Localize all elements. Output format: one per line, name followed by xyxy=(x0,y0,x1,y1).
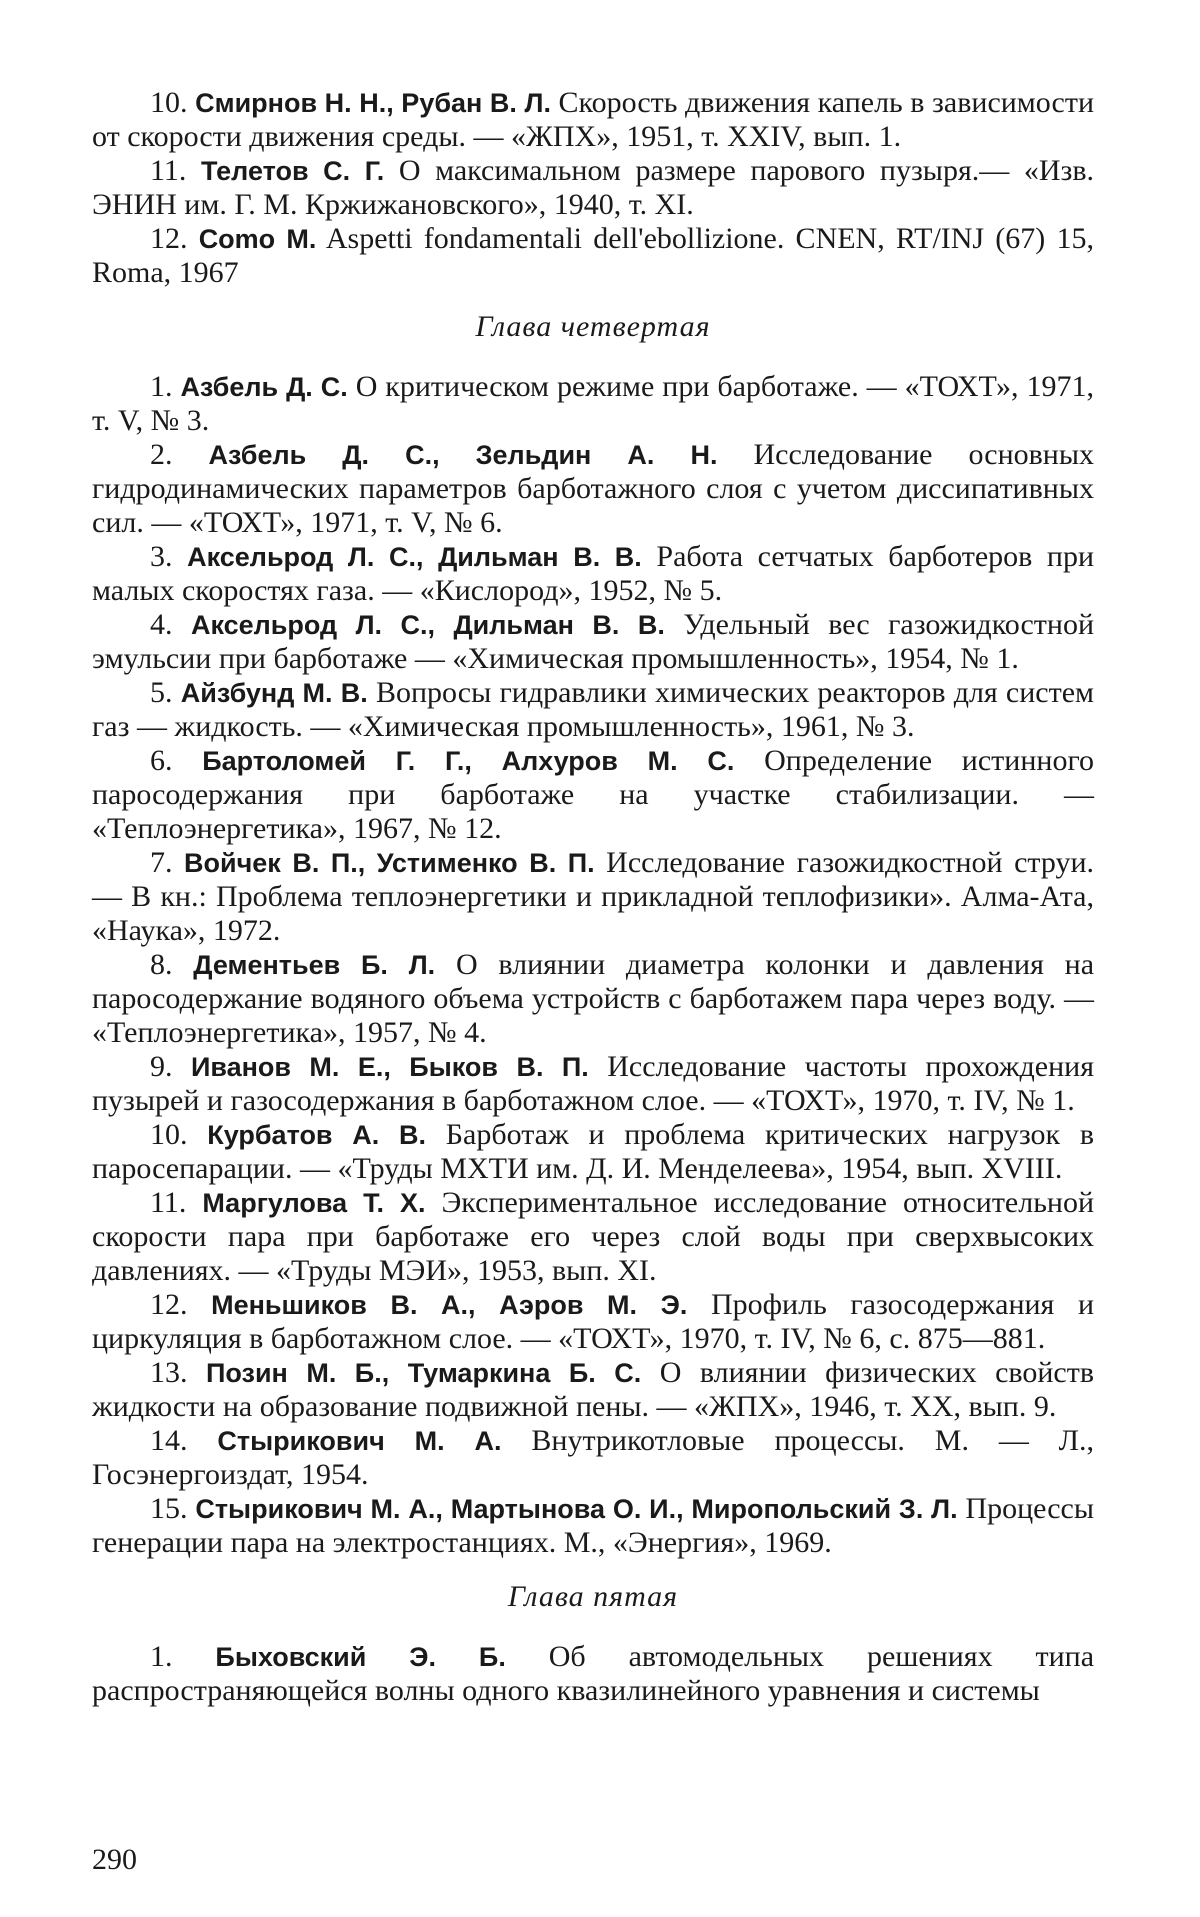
entry-author: Иванов М. Е., Быков В. П. xyxy=(190,1052,589,1082)
page-number: 290 xyxy=(92,1843,137,1876)
reference-entry xyxy=(92,222,1094,290)
entry-text: Вопросы гидравлики химических реакторов для систем газ — жидкость. — «Химическая промышленность», 1961, № 3. xyxy=(92,676,1095,743)
entry-text: Экспериментальное исследование относительной скорости пара при барботаже его через слой воды при сверхвысоких давлениях. — «Труды МЭИ», 1953, вып. XI. xyxy=(92,1186,1095,1287)
section-0 xyxy=(92,86,1094,290)
reference-entry xyxy=(92,948,1094,1050)
entry-number: 6. xyxy=(150,744,173,777)
reference-entry xyxy=(92,86,1094,154)
page-body xyxy=(92,86,1094,1708)
entry-author: Войчек В. П., Устименко В. П. xyxy=(184,848,595,878)
entry-author: Азбель Д. С. xyxy=(180,372,348,402)
reference-entry xyxy=(92,608,1094,676)
entry-text: О максимальном размере парового пузыря.— «Изв. ЭНИН им. Г. М. Кржижановского», 1940, т. XI. xyxy=(92,154,1095,221)
entry-number: 7. xyxy=(150,846,173,879)
entry-number: 12. xyxy=(150,1288,188,1321)
reference-entry xyxy=(92,540,1094,608)
entry-text: Исследование основных гидродинамических параметров барботажного слоя с учетом диссипативных сил. — «ТОХТ», 1971, т. V, № 6. xyxy=(92,438,1094,539)
entry-text: Скорость движения капель в зависимости от скорости движения среды. — «ЖПХ», 1951, т. XXIV, вып. 1. xyxy=(92,86,1095,153)
entry-author: Стырикович М. А., Мартынова О. И., Миропольский З. Л. xyxy=(195,1494,958,1524)
reference-entry xyxy=(92,1050,1094,1118)
entry-text: Aspetti fondamentali dell'ebollizione. CNEN, RT/INJ (67) 15, Roma, 1967 xyxy=(92,222,1094,289)
reference-entry xyxy=(92,1640,1094,1708)
entry-number: 1. xyxy=(150,1640,173,1673)
entry-number: 9. xyxy=(150,1050,173,1083)
entry-number: 5. xyxy=(150,676,173,709)
entry-number: 14. xyxy=(150,1424,188,1457)
entry-number: 2. xyxy=(150,438,173,471)
entry-text: Исследование газожидкостной струи. — В кн.: Проблема теплоэнергетики и прикладной теплофизики». Алма-Ата, «Наука», 1972. xyxy=(92,846,1095,947)
entry-number: 8. xyxy=(150,948,173,981)
chapter-heading: Глава пятая xyxy=(507,1580,679,1613)
entry-text: Об автомодельных решениях типа распространяющейся волны одного квазилинейного уравнения и системы xyxy=(92,1640,1095,1707)
reference-entry xyxy=(92,846,1094,948)
section-2 xyxy=(92,1640,1094,1708)
reference-entry xyxy=(92,1186,1094,1288)
entry-author: Стырикович М. А. xyxy=(217,1426,502,1456)
entry-author: Смирнов Н. Н., Рубан В. Л. xyxy=(195,88,551,118)
reference-entry xyxy=(92,1288,1094,1356)
entry-number: 10. xyxy=(150,86,188,119)
entry-author: Азбель Д. С., Зельдин А. Н. xyxy=(208,440,718,470)
entry-text: Определение истинного паросодержания при барботаже на участке стабилизации. — «Теплоэнергетика», 1967, № 12. xyxy=(92,744,1095,845)
entry-number: 15. xyxy=(150,1492,188,1525)
section-1 xyxy=(92,370,1094,1560)
entry-number: 12. xyxy=(150,222,188,255)
reference-entry xyxy=(92,1424,1094,1492)
reference-entry xyxy=(92,154,1094,222)
entry-author: Телетов С. Г. xyxy=(201,156,385,186)
reference-entry xyxy=(92,1492,1094,1560)
entry-text: Удельный вес газожидкостной эмульсии при барботаже — «Химическая промышленность», 1954, № 1. xyxy=(92,608,1095,675)
entry-author: Бартоломей Г. Г., Алхуров М. С. xyxy=(202,746,735,776)
entry-text: О влиянии физических свойств жидкости на образование подвижной пены. — «ЖПХ», 1946, т. XX, вып. 9. xyxy=(92,1356,1095,1423)
reference-entry xyxy=(92,1356,1094,1424)
reference-entry xyxy=(92,438,1094,540)
entry-text: Исследование частоты прохождения пузырей и газосодержания в барботажном слое. — «ТОХТ», 1970, т. IV, № 1. xyxy=(92,1050,1094,1117)
entry-number: 3. xyxy=(150,540,173,573)
entry-author: Меньшиков В. А., Аэров М. Э. xyxy=(211,1290,688,1320)
entry-author: Позин М. Б., Тумаркина Б. С. xyxy=(205,1358,642,1388)
entry-text: Процессы генерации пара на электростанциях. М., «Энергия», 1969. xyxy=(92,1492,1094,1559)
entry-text: О влиянии диаметра колонки и давления на паросодержание водяного объема устройств с барботажем пара через воду. — «Теплоэнергетика», 1957, № 4. xyxy=(92,948,1095,1049)
entry-text: Работа сетчатых барботеров при малых скоростях газа. — «Кислород», 1952, № 5. xyxy=(92,540,1095,607)
entry-author: Быховский Э. Б. xyxy=(215,1642,506,1672)
entry-number: 10. xyxy=(150,1118,188,1151)
entry-author: Айзбунд М. В. xyxy=(180,678,368,708)
entry-text: Барботаж и проблема критических нагрузок в паросепарации. — «Труды МХТИ им. Д. И. Менделеева», 1954, вып. XVIII. xyxy=(92,1118,1095,1185)
entry-text: О критическом режиме при барботаже. — «ТОХТ», 1971, т. V, № 3. xyxy=(92,370,1094,437)
reference-entry xyxy=(92,744,1094,846)
entry-author: Аксельрод Л. С., Дильман В. В. xyxy=(187,542,642,572)
entry-text: Профиль газосодержания и циркуляция в барботажном слое. — «ТОХТ», 1970, т. IV, № 6, с. 875—881. xyxy=(92,1288,1095,1355)
reference-entry xyxy=(92,1118,1094,1186)
entry-number: 11. xyxy=(150,1186,187,1219)
entry-number: 11. xyxy=(150,154,187,187)
entry-number: 13. xyxy=(150,1356,188,1389)
entry-number: 4. xyxy=(150,608,173,641)
entry-author: Como M. xyxy=(198,224,317,254)
entry-author: Маргулова Т. Х. xyxy=(202,1188,426,1218)
reference-entry xyxy=(92,370,1094,438)
entry-author: Аксельрод Л. С., Дильман В. В. xyxy=(190,610,665,640)
chapter-heading: Глава четвертая xyxy=(475,310,711,343)
entry-author: Дементьев Б. Л. xyxy=(193,950,436,980)
entry-number: 1. xyxy=(150,370,173,403)
entry-author: Курбатов А. В. xyxy=(207,1120,427,1150)
reference-entry xyxy=(92,676,1094,744)
entry-text: Внутрикотловые процессы. М. — Л., Госэнергоиздат, 1954. xyxy=(92,1424,1095,1491)
